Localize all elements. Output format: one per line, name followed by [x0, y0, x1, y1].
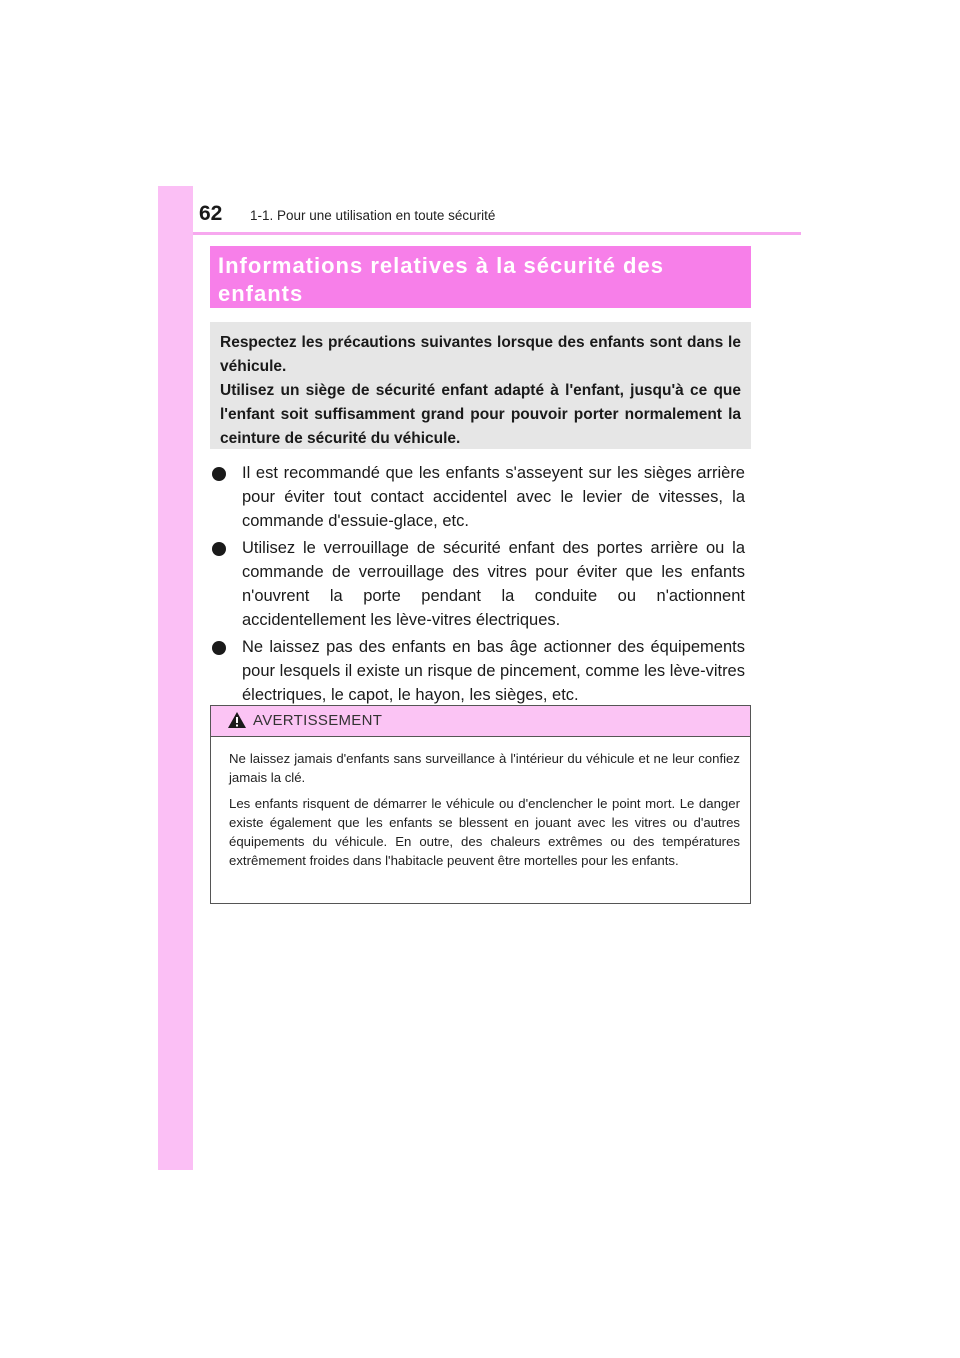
bullet-dot-icon: [212, 467, 226, 481]
bullet-text: Ne laissez pas des enfants en bas âge actionner des équipements pour lesquels il existe un risque de pincement, comme les lève-vitres électriques, le capot, le hayon, les sièges, etc.: [242, 638, 745, 704]
bullet-list: [212, 461, 745, 710]
warning-box: [210, 705, 751, 904]
warning-header: [211, 706, 750, 737]
bullet-item: [212, 536, 745, 632]
warning-paragraph-2: Les enfants risquent de démarrer le véhicule ou d'enclencher le point mort. Le danger existe également que les enfants se blessent en jouant avec les vitres ou d'autres équipements du véhicule. En outre, des chaleurs extrêmes ou des températures extrêmement froides dans l'habitacle peuvent être mortelles pour les enfants.: [229, 796, 740, 868]
section-title-line2: enfants: [218, 281, 304, 306]
side-color-strip: [158, 186, 193, 1170]
summary-paragraph-2: Utilisez un siège de sécurité enfant adapté à l'enfant, jusqu'à ce que l'enfant soit suffisamment grand pour pouvoir porter normalement la ceinture de sécurité du véhicule.: [220, 382, 741, 447]
bullet-item: [212, 461, 745, 533]
warning-label: AVERTISSEMENT: [253, 712, 383, 729]
header-rule: [193, 232, 801, 235]
bullet-text: Utilisez le verrouillage de sécurité enfant des portes arrière ou la commande de verrouillage des vitres pour éviter que les enfants n'ouvrent la porte pendant la conduite ou n'actionnent accidentellement les lève-vitres électriques.: [242, 539, 745, 629]
bullet-dot-icon: [212, 641, 226, 655]
bullet-text: Il est recommandé que les enfants s'asseyent sur les sièges arrière pour éviter tout contact accidentel avec le levier de vitesses, la commande d'essuie-glace, etc.: [242, 464, 745, 530]
bullet-item: [212, 635, 745, 707]
section-title: [218, 252, 743, 308]
warning-body: [211, 737, 750, 870]
summary-box: [210, 322, 751, 449]
running-header: 1-1. Pour une utilisation en toute sécurité: [250, 208, 496, 223]
warning-paragraph-1: Ne laissez jamais d'enfants sans surveillance à l'intérieur du véhicule et ne leur confiez jamais la clé.: [229, 751, 740, 785]
bullet-dot-icon: [212, 542, 226, 556]
warning-triangle-icon: [227, 711, 247, 729]
section-title-box: [210, 246, 751, 308]
page-number: 62: [199, 202, 223, 225]
summary-paragraph-1: Respectez les précautions suivantes lorsque des enfants sont dans le véhicule.: [220, 334, 741, 375]
section-title-line1: Informations relatives à la sécurité des: [218, 253, 664, 278]
